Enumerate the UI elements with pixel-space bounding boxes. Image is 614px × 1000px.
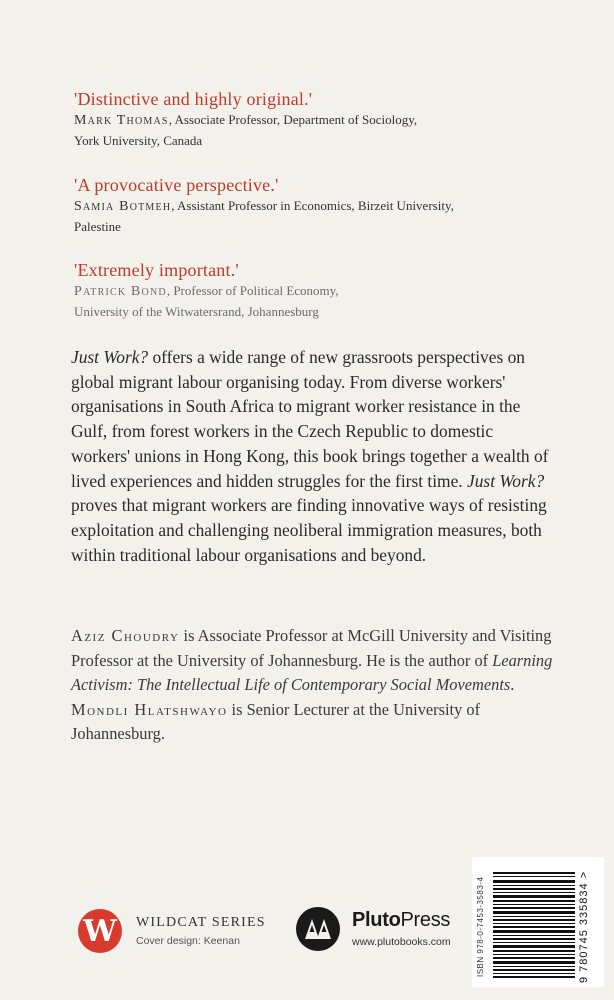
review-quote-2 <box>74 174 544 237</box>
quote-attribution <box>74 281 544 322</box>
book-description <box>71 345 551 567</box>
book-title-italic: Just Work? <box>71 347 149 367</box>
bio-part3: is Senior Lecturer at the University of Johannesburg. <box>71 699 481 743</box>
quote-affiliation: , Associate Professor, Department of Sociology, <box>168 112 418 127</box>
quote-affiliation-line2: Palestine <box>74 219 121 234</box>
quote-attribution <box>74 110 544 151</box>
book-title-italic: Just Work? <box>467 470 545 491</box>
description-part1: offers a wide range of new grassroots perspectives on global migrant labour organising today. From diverse workers' organisations in South Africa to migrant worker resistance in the Gulf, from forest workers in the Czech Republic to domestic workers' unions in Hong Kong, this book brings together a wealth of lived experiences and hidden struggles for the first time. <box>71 347 549 491</box>
barcode-number: 9 780745 335834 > <box>578 870 590 983</box>
publisher-name: PlutoPress <box>352 909 451 931</box>
wildcat-logo-icon: W <box>78 909 122 953</box>
description-part2: proves that migrant workers are finding innovative ways of resisting exploitation and challenging neoliberal immigration measures, both within traditional labour organisations and beyond. <box>71 495 547 565</box>
quote-text: 'A provocative perspective.' <box>74 175 279 195</box>
quote-text: 'Extremely important.' <box>74 260 239 280</box>
barcode-icon <box>493 872 575 980</box>
quote-author: Patrick Bond <box>74 284 167 299</box>
review-quote-1 <box>74 88 544 151</box>
cover-design-credit: Cover design: Keenan <box>136 935 240 947</box>
bio-part2: . <box>510 675 515 694</box>
pluto-press-logo-icon <box>296 907 340 951</box>
series-name: WILDCAT SERIES <box>136 915 266 930</box>
publisher-url: www.plutobooks.com <box>352 936 451 948</box>
quote-attribution <box>74 196 544 237</box>
review-quote-3 <box>74 259 544 322</box>
other-book-title: Learning Activism: The Intellectual Life of Contemporary Social Movements <box>71 650 553 694</box>
quote-affiliation: , Professor of Political Economy, <box>166 283 339 298</box>
quote-affiliation-line2: University of the Witwatersrand, Johannesburg <box>74 304 319 319</box>
author-bio <box>71 624 561 747</box>
quote-affiliation-line2: York University, Canada <box>74 133 203 148</box>
quote-affiliation: , Assistant Professor in Economics, Birzeit University, <box>171 198 454 213</box>
quote-text: 'Distinctive and highly original.' <box>74 89 313 109</box>
isbn-text: ISBN 978-0-7453-3583-4 <box>476 876 485 977</box>
author-name-2: Mondli Hlatshwayo <box>71 699 228 719</box>
quote-author: Mark Thomas <box>74 113 169 128</box>
quote-author: Samia Botmeh <box>74 199 172 214</box>
author-name-1: Aziz Choudry <box>71 626 180 645</box>
bio-part1: is Associate Professor at McGill University and Visiting Professor at the University of Johannesburg. He is the author of <box>71 626 552 670</box>
